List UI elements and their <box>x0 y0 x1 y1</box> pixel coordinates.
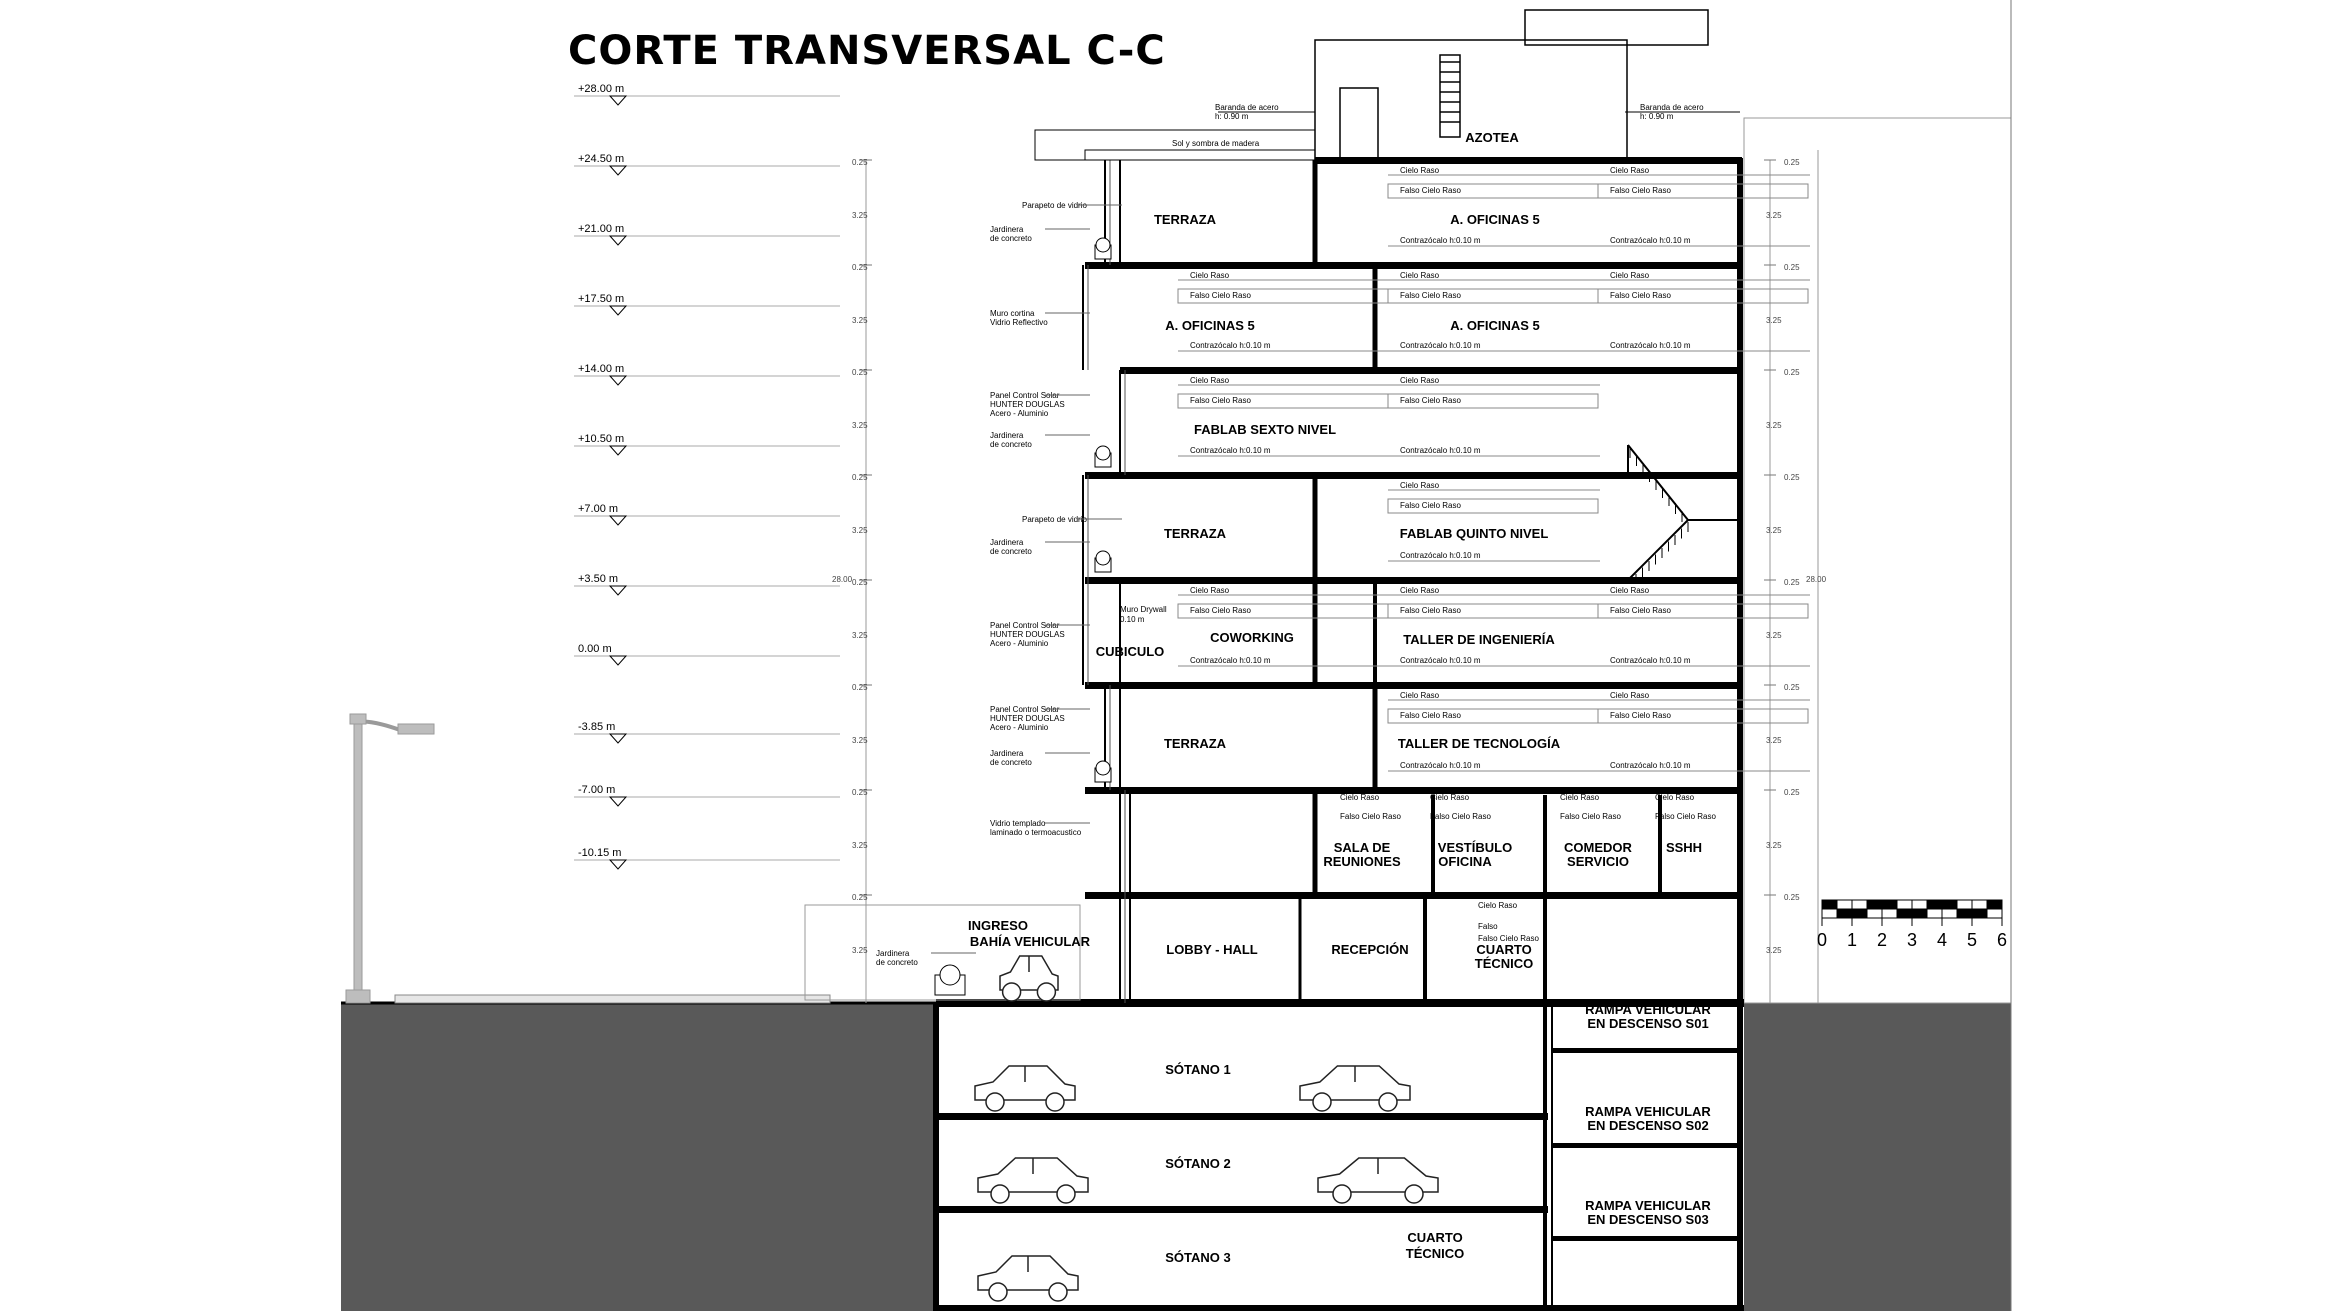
level-marker-icon <box>610 236 626 245</box>
scale-segment <box>1822 900 1837 909</box>
stair <box>1628 445 1740 584</box>
callout-note: Panel Control Solar <box>990 621 1060 630</box>
callout-note: Jardinera <box>876 949 910 958</box>
ramp-slab <box>1552 1236 1740 1241</box>
level-label: +21.00 m <box>578 223 625 235</box>
level-marker-icon <box>610 586 626 595</box>
ceiling-note: Cielo Raso <box>1190 271 1230 280</box>
interior-wall <box>1119 685 1121 790</box>
callout-note: Jardinera <box>990 431 1024 440</box>
room-label: SSHH <box>1665 840 1703 855</box>
car-wheel <box>989 1283 1007 1301</box>
ceiling-note: Cielo Raso <box>1190 376 1230 385</box>
car-wheel <box>1057 1185 1075 1203</box>
ceiling-note: Cielo Raso <box>1190 586 1230 595</box>
dim-total: 28.00 <box>832 575 853 584</box>
scale-segment <box>1942 900 1957 909</box>
stair-flight <box>1628 445 1740 520</box>
floor-slab <box>1120 367 1742 374</box>
planter-shrub <box>1096 551 1110 565</box>
interior-wall <box>1313 790 1318 895</box>
interior-wall <box>1373 685 1378 790</box>
baseboard-note: Contrazócalo h:0.10 m <box>1400 446 1481 455</box>
scale-tick-label: 2 <box>1876 930 1888 950</box>
dim-story: 3.25 <box>1766 946 1782 955</box>
level-marker-icon <box>610 797 626 806</box>
scale-segment <box>1852 900 1867 909</box>
callout-note: Vidrio templado <box>990 819 1046 828</box>
floor-slab <box>1085 577 1742 584</box>
false-ceiling-note: Falso Cielo Raso <box>1400 291 1461 300</box>
false-ceiling-note: Falso Cielo Raso <box>1560 812 1621 821</box>
room-label: SÓTANO 3 <box>1165 1250 1231 1265</box>
ceiling-note: Cielo Raso <box>1430 793 1470 802</box>
car-wheel <box>1049 1283 1067 1301</box>
car-icon <box>1000 956 1058 1001</box>
level-label: 0.00 m <box>578 643 612 655</box>
room-label: EN DESCENSO S03 <box>1587 1212 1709 1227</box>
room-label: RAMPA VEHICULAR <box>1585 1002 1711 1017</box>
car-wheel <box>1313 1093 1331 1111</box>
interior-wall <box>1658 795 1662 895</box>
baseboard-note: Contrazócalo h:0.10 m <box>1400 551 1481 560</box>
scale-segment <box>1912 909 1927 918</box>
scale-tick-label: 4 <box>1936 930 1948 950</box>
scale-segment <box>1927 909 1942 918</box>
level-label: +3.50 m <box>578 573 619 585</box>
drawing-title: CORTE TRANSVERSAL C-C <box>568 28 1166 74</box>
dim-story: 3.25 <box>1766 631 1782 640</box>
ceiling-note: Cielo Raso <box>1340 793 1380 802</box>
dim-slab: 0.25 <box>852 683 868 692</box>
room-label: TERRAZA <box>1163 736 1227 751</box>
false-ceiling-note: Falso Cielo Raso <box>1478 934 1539 943</box>
scale-tick-label: 5 <box>1966 930 1978 950</box>
room-label: VESTÍBULO <box>1437 840 1513 855</box>
callout-note: h: 0.90 m <box>1640 112 1674 121</box>
scale-segment <box>1867 909 1882 918</box>
interior-wall <box>1313 160 1318 265</box>
scale-segment <box>1957 900 1972 909</box>
ceiling-note: Cielo Raso <box>1610 691 1650 700</box>
ceiling-note: Cielo Raso <box>1400 586 1440 595</box>
callout-note: de concreto <box>990 234 1032 243</box>
dim-story: 3.25 <box>852 841 868 850</box>
scale-segment <box>1987 909 2002 918</box>
callout-note: Acero - Aluminio <box>990 723 1049 732</box>
dim-slab: 0.25 <box>1784 368 1800 377</box>
false-ceiling-note: Falso Cielo Raso <box>1400 186 1461 195</box>
false-ceiling-note: Falso Cielo Raso <box>1190 396 1251 405</box>
level-label: +10.50 m <box>578 433 625 445</box>
callout-note: laminado o termoacustico <box>990 828 1082 837</box>
dim-slab: 0.25 <box>852 788 868 797</box>
scale-segment <box>1942 909 1957 918</box>
dim-story: 3.25 <box>1766 421 1782 430</box>
car-wheel <box>1037 983 1055 1001</box>
callout-note: Jardinera <box>990 749 1024 758</box>
room-label: TÉCNICO <box>1474 956 1534 971</box>
callout-note: HUNTER DOUGLAS <box>990 630 1065 639</box>
false-ceiling-note: Falso Cielo Raso <box>1340 812 1401 821</box>
room-label: FABLAB QUINTO NIVEL <box>1399 526 1549 541</box>
level-marker-icon <box>610 656 626 665</box>
level-marker-icon <box>610 166 626 175</box>
scale-tick-label: 0 <box>1816 930 1828 950</box>
interior-wall <box>1119 580 1121 685</box>
callout-note: Muro Drywall <box>1120 605 1167 614</box>
level-label: -10.15 m <box>578 847 622 859</box>
car-wheel <box>986 1093 1004 1111</box>
baseboard-note: Contrazócalo h:0.10 m <box>1400 236 1481 245</box>
dim-story: 3.25 <box>852 631 868 640</box>
room-label: TERRAZA <box>1163 526 1227 541</box>
level-marker-icon <box>610 516 626 525</box>
ceiling-note: Cielo Raso <box>1610 586 1650 595</box>
room-label: TÉCNICO <box>1405 1246 1465 1261</box>
interior-wall <box>1313 475 1318 685</box>
baseboard-note: Contrazócalo h:0.10 m <box>1190 341 1271 350</box>
floor-slab <box>1085 262 1742 269</box>
car-wheel <box>1046 1093 1064 1111</box>
callout-note: Baranda de acero <box>1640 103 1704 112</box>
dim-slab: 0.25 <box>852 158 868 167</box>
dim-story: 3.25 <box>852 421 868 430</box>
callout-note: Acero - Aluminio <box>990 409 1049 418</box>
dim-story: 3.25 <box>1766 841 1782 850</box>
scale-segment <box>1972 909 1987 918</box>
ceiling-note: Cielo Raso <box>1610 166 1650 175</box>
baseboard-note: Contrazócalo h:0.10 m <box>1610 656 1691 665</box>
level-label: +17.50 m <box>578 293 625 305</box>
callout-note: Jardinera <box>990 225 1024 234</box>
dim-slab: 0.25 <box>852 893 868 902</box>
baseboard-note: Contrazócalo h:0.10 m <box>1190 446 1271 455</box>
dim-slab: 0.25 <box>1784 893 1800 902</box>
level-label: -7.00 m <box>578 784 616 796</box>
room-label: RAMPA VEHICULAR <box>1585 1104 1711 1119</box>
false-ceiling-note: Falso Cielo Raso <box>1400 606 1461 615</box>
interior-wall <box>1299 895 1302 1003</box>
dim-story: 3.25 <box>852 211 868 220</box>
false-ceiling-note: Falso <box>1478 922 1498 931</box>
level-marker-icon <box>610 376 626 385</box>
callout-note: 0.10 m <box>1120 615 1145 624</box>
room-label: REUNIONES <box>1323 854 1401 869</box>
callout-note: de concreto <box>876 958 918 967</box>
dim-story: 3.25 <box>852 526 868 535</box>
room-label: TALLER DE TECNOLOGÍA <box>1397 736 1561 751</box>
callout-note: de concreto <box>990 547 1032 556</box>
room-label: LOBBY - HALL <box>1166 942 1258 957</box>
scale-segment <box>1882 909 1897 918</box>
false-ceiling-note: Falso Cielo Raso <box>1190 291 1251 300</box>
level-label: +14.00 m <box>578 363 625 375</box>
callout-note: Panel Control Solar <box>990 391 1060 400</box>
dim-slab: 0.25 <box>852 263 868 272</box>
car-wheel <box>991 1185 1009 1203</box>
level-marker-icon <box>610 734 626 743</box>
scale-tick-label: 3 <box>1906 930 1918 950</box>
ceiling-note: Cielo Raso <box>1400 376 1440 385</box>
false-ceiling-note: Falso Cielo Raso <box>1655 812 1716 821</box>
callout-note: Panel Control Solar <box>990 705 1060 714</box>
planter-shrub <box>1096 761 1110 775</box>
room-label: RECEPCIÓN <box>1331 942 1409 957</box>
room-label: CUARTO <box>1407 1230 1463 1245</box>
false-ceiling-note: Falso Cielo Raso <box>1610 606 1671 615</box>
scale-segment <box>1897 909 1912 918</box>
dim-slab: 0.25 <box>852 578 868 587</box>
room-label: A. OFICINAS 5 <box>1165 318 1255 333</box>
room-label: EN DESCENSO S01 <box>1587 1016 1709 1031</box>
room-label: COMEDOR <box>1564 840 1632 855</box>
neighbour-outline <box>1744 118 2011 1003</box>
car-wheel <box>1003 983 1021 1001</box>
dim-slab: 0.25 <box>1784 788 1800 797</box>
ceiling-note: Cielo Raso <box>1478 901 1518 910</box>
callout-note: Sol y sombra de madera <box>1172 139 1260 148</box>
ramp-slab <box>1552 1143 1740 1148</box>
stair-flight <box>1628 520 1688 580</box>
dim-slab: 0.25 <box>852 368 868 377</box>
ceiling-note: Cielo Raso <box>1610 271 1650 280</box>
baseboard-note: Contrazócalo h:0.10 m <box>1190 656 1271 665</box>
level-label: +7.00 m <box>578 503 619 515</box>
street-lamp <box>346 714 434 1003</box>
room-label: AZOTEA <box>1465 130 1519 145</box>
room-label: SÓTANO 1 <box>1165 1062 1231 1077</box>
scale-tick-label: 6 <box>1996 930 2008 950</box>
dim-story: 3.25 <box>852 316 868 325</box>
level-marker-icon <box>610 96 626 105</box>
dim-story: 3.25 <box>852 736 868 745</box>
dim-slab: 0.25 <box>1784 683 1800 692</box>
terrace-parapet <box>1085 150 1315 160</box>
callout-note: HUNTER DOUGLAS <box>990 400 1065 409</box>
floor-slab <box>1085 787 1742 794</box>
room-label: TALLER DE INGENIERÍA <box>1403 632 1555 647</box>
scale-segment <box>1972 900 1987 909</box>
room-label: CUARTO <box>1476 942 1532 957</box>
basement-slab-1 <box>936 1113 1548 1120</box>
car-wheel <box>1333 1185 1351 1203</box>
interior-wall <box>1373 265 1378 370</box>
basement-slab-2 <box>936 1206 1548 1213</box>
room-label: A. OFICINAS 5 <box>1450 318 1540 333</box>
baseboard-note: Contrazócalo h:0.10 m <box>1400 761 1481 770</box>
scale-segment <box>1837 900 1852 909</box>
false-ceiling-note: Falso Cielo Raso <box>1430 812 1491 821</box>
room-label: FABLAB SEXTO NIVEL <box>1193 422 1337 437</box>
scale-segment <box>1912 900 1927 909</box>
scale-segment <box>1837 909 1852 918</box>
level-marker-icon <box>610 306 626 315</box>
ceiling-note: Cielo Raso <box>1560 793 1600 802</box>
sidewalk-hatch <box>395 995 830 1003</box>
entrance-shrub <box>940 965 960 985</box>
planter-shrub <box>1096 238 1110 252</box>
room-label: SERVICIO <box>1567 854 1629 869</box>
dim-slab: 0.25 <box>1784 158 1800 167</box>
dim-story: 3.25 <box>1766 316 1782 325</box>
room-label: A. OFICINAS 5 <box>1450 212 1540 227</box>
floor-slab <box>1085 892 1742 899</box>
baseboard-note: Contrazócalo h:0.10 m <box>1610 761 1691 770</box>
dim-story: 3.25 <box>1766 526 1782 535</box>
room-label: INGRESO <box>968 918 1028 933</box>
interior-wall <box>1543 795 1547 1003</box>
ceiling-note: Cielo Raso <box>1400 691 1440 700</box>
dim-slab: 0.25 <box>852 473 868 482</box>
false-ceiling-note: Falso Cielo Raso <box>1190 606 1251 615</box>
scale-segment <box>1852 909 1867 918</box>
scale-segment <box>1867 900 1882 909</box>
scale-segment <box>1897 900 1912 909</box>
level-label: +24.50 m <box>578 153 625 165</box>
callout-note: Muro cortina <box>990 309 1035 318</box>
room-label: BAHÍA VEHICULAR <box>969 934 1091 949</box>
level-marker-icon <box>610 860 626 869</box>
dim-story: 3.25 <box>852 946 868 955</box>
false-ceiling-note: Falso Cielo Raso <box>1400 396 1461 405</box>
callout-note: Jardinera <box>990 538 1024 547</box>
basement-slab-3 <box>936 1305 1744 1311</box>
callout-note: Baranda de acero <box>1215 103 1279 112</box>
scale-segment <box>1927 900 1942 909</box>
ceiling-note: Cielo Raso <box>1400 271 1440 280</box>
baseboard-note: Contrazócalo h:0.10 m <box>1610 236 1691 245</box>
dim-story: 3.25 <box>1766 736 1782 745</box>
interior-wall <box>1119 160 1121 265</box>
false-ceiling-note: Falso Cielo Raso <box>1400 711 1461 720</box>
ceiling-note: Cielo Raso <box>1400 481 1440 490</box>
interior-wall <box>1129 790 1131 1003</box>
floor-slab <box>1085 682 1742 689</box>
scale-segment <box>1822 909 1837 918</box>
baseboard-note: Contrazócalo h:0.10 m <box>1610 341 1691 350</box>
room-label: SALA DE <box>1333 840 1391 855</box>
scale-tick-label: 1 <box>1846 930 1858 950</box>
car-wheel <box>1405 1185 1423 1203</box>
dim-slab: 0.25 <box>1784 578 1800 587</box>
level-label: -3.85 m <box>578 721 616 733</box>
callout-note: Acero - Aluminio <box>990 639 1049 648</box>
false-ceiling-note: Falso Cielo Raso <box>1610 186 1671 195</box>
room-label: CUBICULO <box>1095 644 1165 659</box>
callout-note: de concreto <box>990 440 1032 449</box>
room-label: EN DESCENSO S02 <box>1587 1118 1709 1133</box>
dim-slab: 0.25 <box>1784 263 1800 272</box>
ceiling-note: Cielo Raso <box>1655 793 1695 802</box>
scale-segment <box>1882 900 1897 909</box>
dim-slab: 0.25 <box>1784 473 1800 482</box>
interior-wall <box>1431 795 1435 895</box>
level-label: +28.00 m <box>578 83 625 95</box>
room-label: OFICINA <box>1438 854 1492 869</box>
callout-note: Parapeto de vidrio <box>1022 201 1087 210</box>
room-label: COWORKING <box>1210 630 1294 645</box>
room-label: SÓTANO 2 <box>1165 1156 1231 1171</box>
car-wheel <box>1379 1093 1397 1111</box>
ramp-slab <box>1552 1048 1740 1053</box>
callout-note: Parapeto de vidrio <box>1022 515 1087 524</box>
interior-wall <box>1423 895 1427 1003</box>
baseboard-note: Contrazócalo h:0.10 m <box>1400 656 1481 665</box>
room-label: TERRAZA <box>1153 212 1217 227</box>
planter-shrub <box>1096 446 1110 460</box>
false-ceiling-note: Falso Cielo Raso <box>1400 501 1461 510</box>
false-ceiling-note: Falso Cielo Raso <box>1610 291 1671 300</box>
floor-slab <box>1315 157 1742 164</box>
callout-note: Vidrio Reflectivo <box>990 318 1048 327</box>
scale-segment <box>1957 909 1972 918</box>
level-marker-icon <box>610 446 626 455</box>
dim-story: 3.25 <box>1766 211 1782 220</box>
ceiling-note: Cielo Raso <box>1400 166 1440 175</box>
scale-segment <box>1987 900 2002 909</box>
callout-note: HUNTER DOUGLAS <box>990 714 1065 723</box>
room-label: RAMPA VEHICULAR <box>1585 1198 1711 1213</box>
callout-note: de concreto <box>990 758 1032 767</box>
dim-total: 28.00 <box>1806 575 1827 584</box>
false-ceiling-note: Falso Cielo Raso <box>1610 711 1671 720</box>
baseboard-note: Contrazócalo h:0.10 m <box>1400 341 1481 350</box>
callout-note: h: 0.90 m <box>1215 112 1249 121</box>
